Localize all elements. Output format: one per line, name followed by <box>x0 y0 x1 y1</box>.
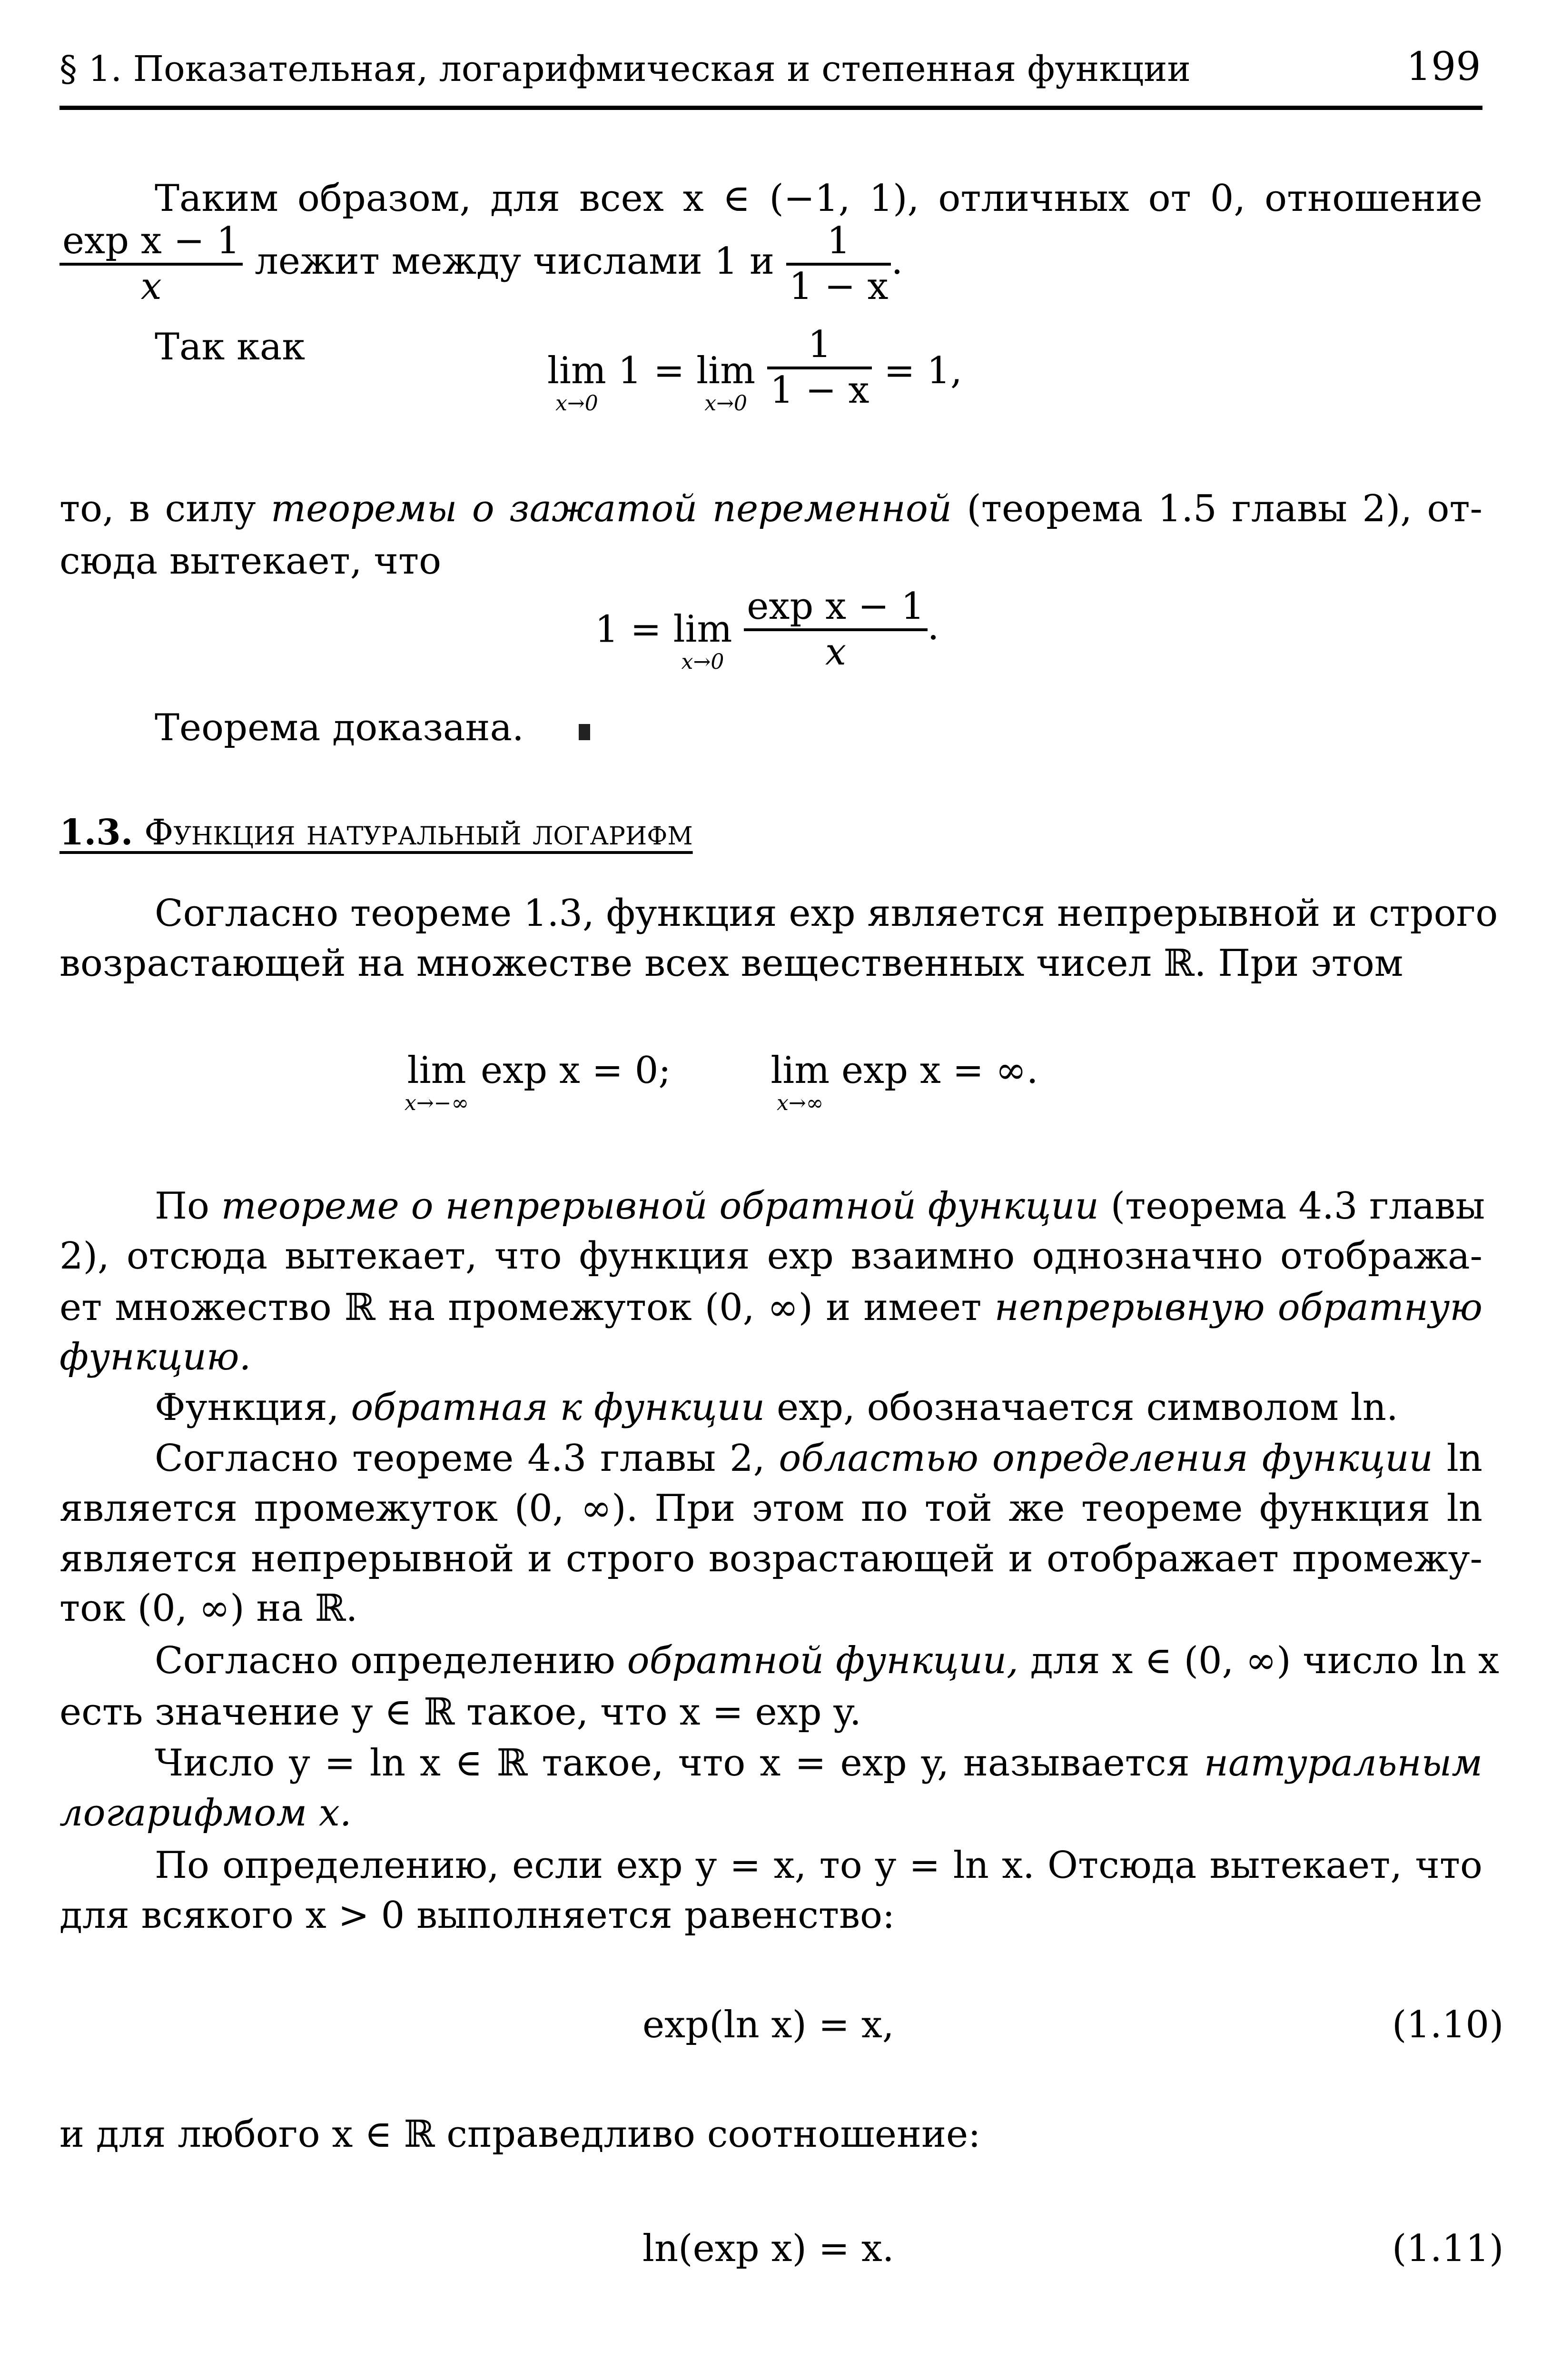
lim-text: lim <box>673 607 732 651</box>
qed-line <box>155 706 590 749</box>
paragraph-8-line-2: есть значение y ∈ ℝ такое, что x = exp y. <box>59 1691 861 1734</box>
text: является промежуток (0, ∞). При этом по той же теореме функция ln <box>59 1487 1482 1530</box>
text: ет множество ℝ на промежуток (0, ∞) и имеет <box>59 1286 982 1329</box>
paragraph-1-line-2 <box>59 220 903 308</box>
equation-1-10-label: (1.10) <box>1392 2003 1504 2046</box>
equation-1-11: ln(exp x) = x. <box>642 2227 894 2270</box>
denominator: x <box>825 630 846 674</box>
limits-exp-equation <box>405 1049 1038 1115</box>
text: (теорема 4.3 главы <box>1110 1185 1485 1228</box>
limit-equation-2 <box>595 585 939 674</box>
equation-1-10: exp(ln x) = x, <box>642 2003 894 2046</box>
paragraph-4-line-1 <box>59 892 1498 935</box>
emphasis: непрерывную обратную <box>994 1286 1483 1329</box>
emphasis: натуральным <box>1204 1742 1482 1785</box>
numerator: exp x − 1 <box>62 219 240 262</box>
page-number: 199 <box>1406 44 1481 89</box>
numerator: 1 <box>808 323 831 366</box>
paragraph-3-line-2: сюда вытекает, что <box>59 540 442 583</box>
paragraph-8-line-1 <box>59 1639 1499 1682</box>
fraction-1-over-1-minus-x <box>786 220 891 308</box>
paragraph-5-line-3 <box>59 1286 1483 1329</box>
emphasis: областью определения функции <box>779 1437 1433 1480</box>
paragraph-9-line-2: логарифмом x. <box>59 1792 352 1835</box>
text: то, в силу <box>59 487 256 530</box>
lim-subscript: x→−∞ <box>405 1091 469 1115</box>
text: 2), отсюда вытекает, что функция exp взаимно однозначно отобража- <box>59 1235 1482 1278</box>
denominator: x <box>140 265 162 308</box>
paragraph-7-line-1 <box>59 1437 1483 1480</box>
paragraph-9-line-1 <box>59 1742 1482 1785</box>
lim-subscript: x→0 <box>681 649 724 674</box>
text: exp x = ∞. <box>841 1049 1038 1092</box>
fraction-expx-minus-1-over-x <box>59 220 243 308</box>
text: Согласно теореме 1.3, функция exp является непрерывной и строго <box>155 892 1498 935</box>
paragraph-4-line-2: возрастающей на множестве всех вещественных чисел ℝ. При этом <box>59 942 1403 985</box>
equation-1-11-label: (1.11) <box>1392 2227 1504 2270</box>
paragraph-1-line-1 <box>59 177 1482 220</box>
emphasis: теоремы о зажатой переменной <box>271 487 952 530</box>
paragraph-7-line-2 <box>59 1487 1482 1530</box>
denominator: 1 − x <box>770 368 869 412</box>
lim-text: lim <box>547 349 606 392</box>
text: (теорема 1.5 главы 2), от- <box>967 487 1483 530</box>
paragraph-7-line-4: ток (0, ∞) на ℝ. <box>59 1587 358 1630</box>
paragraph-5-line-2 <box>59 1235 1482 1278</box>
text: 1 = <box>618 349 685 392</box>
text: = 1, <box>884 349 962 392</box>
lim-subscript: x→0 <box>704 391 747 416</box>
text: Согласно определению <box>155 1639 615 1682</box>
paragraph-2-intro: Так как <box>155 326 306 368</box>
punct: . <box>927 605 939 649</box>
text: exp x = 0; <box>481 1049 671 1092</box>
limit-equation-1 <box>547 323 962 416</box>
text: ln <box>1446 1437 1483 1480</box>
text: Согласно теореме 4.3 главы 2, <box>155 1437 765 1480</box>
text: Таким образом, для всех x ∈ (−1, 1), отличных от 0, отношение <box>155 177 1482 220</box>
lim-subscript: x→∞ <box>777 1091 824 1115</box>
lim-text: lim <box>407 1049 466 1092</box>
paragraph-10-line-2: для всякого x > 0 выполняется равенство: <box>59 1894 895 1937</box>
paragraph-5-line-4: функцию. <box>59 1336 251 1378</box>
fraction <box>767 324 872 412</box>
running-header-title: § 1. Показательная, логарифмическая и степенная функции <box>59 49 1191 89</box>
text: По <box>155 1185 209 1228</box>
emphasis: теореме о непрерывной обратной функции <box>221 1185 1099 1228</box>
paragraph-3-line-1 <box>59 487 1483 530</box>
text: Число y = ln x ∈ ℝ такое, что x = exp y, называется <box>155 1742 1190 1785</box>
text: По определению, если exp y = x, то y = ln x. Отсюда вытекает, что <box>155 1844 1482 1887</box>
punct: . <box>891 240 903 283</box>
paragraph-10-line-1 <box>59 1844 1482 1887</box>
paragraph-6 <box>155 1386 1398 1429</box>
lim-subscript: x→0 <box>555 391 598 416</box>
text: Функция, <box>155 1386 339 1429</box>
lim-operator <box>405 1049 469 1115</box>
emphasis: обратная к функции <box>351 1386 765 1429</box>
theorem-proved-text: Теорема доказана. <box>155 706 524 749</box>
lim-text: lim <box>771 1049 830 1092</box>
denominator: 1 − x <box>789 265 889 308</box>
lim-text: lim <box>696 349 756 392</box>
section-number: 1.3. <box>59 812 133 853</box>
lim-operator <box>771 1049 830 1115</box>
paragraph-11: и для любого x ∈ ℝ справедливо соотношение: <box>59 2113 981 2156</box>
text: является непрерывной и строго возрастающей и отображает промежу- <box>59 1537 1482 1580</box>
lim-operator <box>696 349 756 416</box>
qed-square-icon <box>579 724 590 740</box>
text: для x ∈ (0, ∞) число ln x <box>1030 1639 1499 1682</box>
text: exp, обозначается символом ln. <box>776 1386 1398 1429</box>
text: лежит между числами 1 и <box>255 240 775 283</box>
section-heading <box>59 812 693 853</box>
numerator: exp x − 1 <box>747 585 925 628</box>
text: 1 = <box>595 608 662 651</box>
section-title: Функция натуральный логарифм <box>144 812 693 853</box>
header-rule <box>59 106 1482 110</box>
paragraph-5-line-1 <box>59 1185 1485 1228</box>
emphasis: обратной функции, <box>627 1639 1018 1682</box>
lim-operator <box>673 607 732 674</box>
lim-operator <box>547 349 606 416</box>
numerator: 1 <box>827 219 850 262</box>
paragraph-7-line-3 <box>59 1537 1482 1580</box>
fraction <box>744 585 927 674</box>
